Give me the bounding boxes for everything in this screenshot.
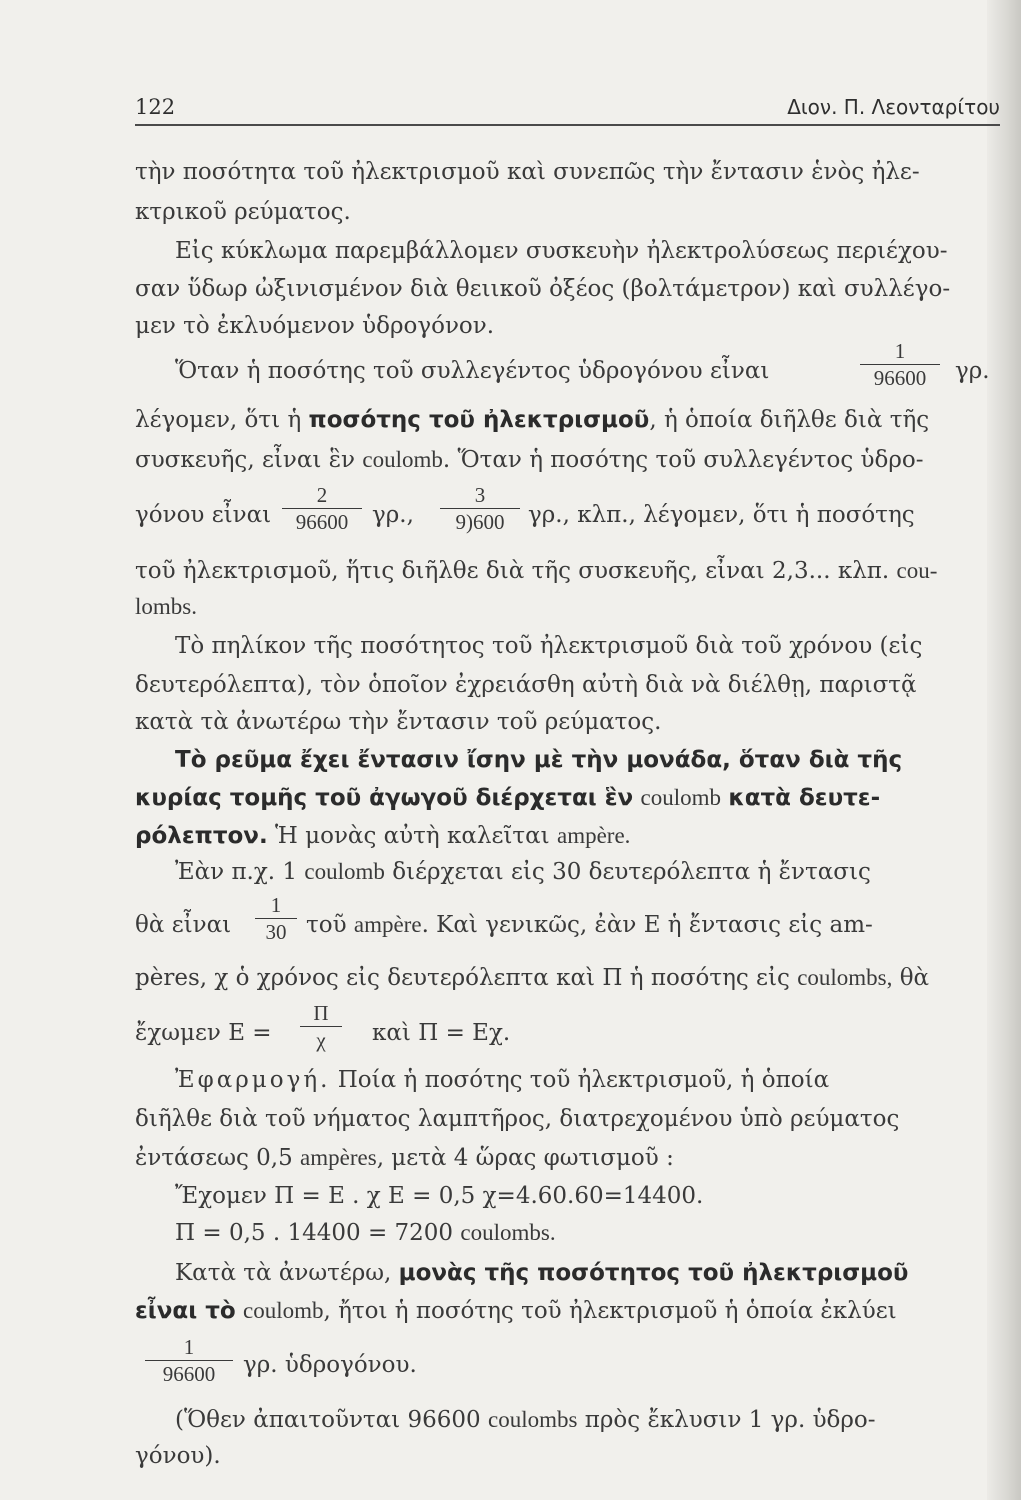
text-span: πρὸς ἔκλυσιν 1 γρ. ὑδρο- bbox=[584, 1407, 876, 1433]
text-span: διῆλθε διὰ τοῦ νήματος λαμπτῆρος, διατρεχομένου ὑπὸ ρεύματος bbox=[135, 1106, 900, 1132]
text-line bbox=[175, 236, 985, 266]
unit-term: coulomb bbox=[304, 859, 385, 884]
text-line bbox=[175, 1065, 985, 1095]
unit-term: coulomb bbox=[362, 447, 443, 472]
bold-term: ποσότης τοῦ ἠλεκτρισμοῦ bbox=[308, 407, 650, 433]
text-span: γρ. bbox=[955, 358, 990, 384]
text-span: γρ., κλπ., λέγομεν, ὅτι ἡ ποσότης bbox=[528, 502, 915, 528]
text-span: ἐντάσεως 0,5 bbox=[135, 1145, 293, 1171]
bold-term: Τὸ ρεῦμα ἔχει ἔντασιν ἴσην μὲ τὴν μονάδα, ὅταν διὰ τῆς bbox=[175, 747, 903, 773]
text-span: συσκευῆς, εἶναι ἓν bbox=[135, 447, 356, 473]
text-line bbox=[175, 1405, 985, 1435]
text-span: θὰ bbox=[899, 965, 930, 991]
page-number: 122 bbox=[135, 95, 176, 119]
text-span: θὰ εἶναι bbox=[135, 912, 232, 938]
running-head-author: Διον. Π. Λεονταρίτου bbox=[787, 95, 1000, 119]
text-span: γρ., bbox=[372, 502, 414, 528]
text-line bbox=[135, 197, 985, 227]
fraction-numerator: 1 bbox=[183, 1335, 195, 1359]
text-line bbox=[135, 707, 985, 737]
text-span: διέρχεται εἰς 30 δευτερόλεπτα ἡ ἔντασις bbox=[392, 859, 871, 885]
text-line bbox=[175, 857, 985, 887]
text-span: καὶ Π = Εχ. bbox=[372, 1020, 511, 1046]
fraction-denominator: 30 bbox=[265, 920, 287, 944]
unit-term: lombs. bbox=[135, 594, 197, 619]
spaced-heading: Ἐφαρμογή. bbox=[175, 1067, 331, 1093]
text-line bbox=[135, 405, 985, 435]
text-span: , μετὰ 4 ὥρας φωτισμοῦ : bbox=[376, 1145, 674, 1171]
text-line bbox=[135, 592, 985, 622]
text-line bbox=[135, 1296, 985, 1326]
unit-term: cou- bbox=[896, 558, 938, 583]
text-span: κτρικοῦ ρεύματος. bbox=[135, 199, 351, 225]
page-gutter-shadow bbox=[987, 0, 1021, 1500]
text-span: μεν τὸ ἐκλυόμενον ὑδρογόνον. bbox=[135, 313, 495, 339]
fraction-numerator: 1 bbox=[894, 339, 906, 363]
text-span: Ὅταν ἡ ποσότης τοῦ συλλεγέντος ὑδρογόνου εἶναι bbox=[175, 358, 770, 384]
fraction bbox=[300, 1002, 342, 1051]
fraction-denominator: 96600 bbox=[295, 510, 349, 534]
header-rule bbox=[135, 124, 1000, 126]
fraction-bar bbox=[300, 1026, 342, 1027]
fraction-denominator: χ bbox=[316, 1028, 326, 1052]
text-span: Τὸ πηλίκον τῆς ποσότητος τοῦ ἠλεκτρισμοῦ διὰ τοῦ χρόνου (εἰς bbox=[175, 633, 923, 659]
unit-term: coulombs bbox=[488, 1407, 578, 1432]
text-line bbox=[135, 1104, 985, 1134]
text-span: τοῦ bbox=[306, 912, 347, 938]
bold-term: εἶναι τὸ bbox=[135, 1298, 236, 1324]
text-span: τοῦ ἠλεκτρισμοῦ, ἥτις διῆλθε διὰ τῆς συσκευῆς, εἶναι 2,3... κλπ. bbox=[135, 558, 890, 584]
text-span: Ἔχομεν Π = Ε . χ Ε = 0,5 χ=4.60.60=14400. bbox=[175, 1183, 704, 1209]
unit-term: coulombs, bbox=[797, 965, 893, 990]
text-span: λέγομεν, ὅτι ἡ bbox=[135, 407, 302, 433]
fraction bbox=[255, 894, 297, 943]
fraction bbox=[145, 1336, 233, 1385]
bold-term: κυρίας τομῆς τοῦ ἀγωγοῦ διέρχεται ἓν bbox=[135, 785, 634, 811]
fraction bbox=[860, 340, 940, 389]
text-span: (Ὅθεν ἀπαιτοῦνται 96600 bbox=[175, 1407, 481, 1433]
text-line bbox=[135, 157, 985, 187]
fraction-bar bbox=[860, 364, 940, 365]
unit-term: ampères bbox=[300, 1145, 377, 1170]
unit-term: ampère. bbox=[556, 823, 631, 848]
text-span: Ἡ μονὰς αὐτὴ καλεῖται bbox=[275, 823, 550, 849]
fraction-numerator: 2 bbox=[316, 483, 328, 507]
fraction bbox=[282, 484, 362, 533]
text-line bbox=[135, 1143, 985, 1173]
text-span: pères, χ ὁ χρόνος εἰς δευτερόλεπτα καὶ Π ἡ ποσότης εἰς bbox=[135, 965, 790, 991]
text-line bbox=[135, 311, 985, 341]
unit-term: ampère bbox=[353, 912, 422, 937]
unit-term: coulomb bbox=[640, 785, 722, 810]
text-span: ἔχωμεν Ε = bbox=[135, 1020, 272, 1046]
text-line bbox=[135, 1441, 985, 1471]
fraction-numerator: Π bbox=[313, 1001, 329, 1025]
fraction-bar bbox=[282, 508, 362, 509]
text-span: Ἐὰν π.χ. 1 bbox=[175, 859, 298, 885]
page-header bbox=[135, 95, 1000, 127]
text-span: . Ὅταν ἡ ποσότης τοῦ συλλεγέντος ὑδρο- bbox=[442, 447, 924, 473]
fraction-denominator: 96600 bbox=[162, 1362, 216, 1386]
bold-term: κατὰ δευτε- bbox=[728, 785, 881, 811]
text-line bbox=[175, 1181, 985, 1211]
unit-term: coulombs. bbox=[460, 1220, 556, 1245]
bold-definition-line bbox=[175, 745, 985, 775]
text-span: Π = 0,5 . 14400 = 7200 bbox=[175, 1220, 454, 1246]
text-span: κατὰ τὰ ἀνωτέρω τὴν ἔντασιν τοῦ ρεύματος. bbox=[135, 709, 662, 735]
text-span: . Καὶ γενικῶς, ἐὰν Ε ἡ ἔντασις εἰς am- bbox=[421, 912, 873, 938]
text-span: , ἡ ὁποία διῆλθε διὰ τῆς bbox=[649, 407, 930, 433]
text-span: γόνου). bbox=[135, 1443, 221, 1469]
text-span: τὴν ποσότητα τοῦ ἠλεκτρισμοῦ καὶ συνεπῶς τὴν ἔντασιν ἑνὸς ἠλε- bbox=[135, 159, 920, 185]
bold-term: μονὰς τῆς ποσότητος τοῦ ἠλεκτρισμοῦ bbox=[398, 1260, 909, 1286]
fraction-bar bbox=[145, 1360, 233, 1361]
text-line bbox=[135, 821, 985, 851]
text-line bbox=[135, 670, 985, 700]
text-span: Κατὰ τὰ ἀνωτέρω, bbox=[175, 1260, 392, 1286]
fraction-denominator: 96600 bbox=[873, 366, 927, 390]
bold-term: ρόλεπτον. bbox=[135, 823, 268, 849]
text-line bbox=[135, 445, 985, 475]
unit-term: coulomb bbox=[243, 1298, 324, 1323]
text-span: γόνου εἶναι bbox=[135, 502, 272, 528]
text-span: , ἤτοι ἡ ποσότης τοῦ ἠλεκτρισμοῦ ἡ ὁποία ἐκλύει bbox=[323, 1298, 897, 1324]
text-line bbox=[135, 274, 985, 304]
fraction bbox=[440, 484, 520, 533]
fraction-bar bbox=[440, 508, 520, 509]
text-line bbox=[175, 1218, 985, 1248]
text-span: δευτερόλεπτα), τὸν ὁποῖον ἐχρειάσθη αὐτὴ διὰ νὰ διέλθῃ, παριστᾷ bbox=[135, 672, 917, 698]
text-line bbox=[135, 783, 985, 813]
fraction-bar bbox=[255, 918, 297, 919]
fraction-numerator: 1 bbox=[270, 893, 282, 917]
fraction-denominator: 9)600 bbox=[455, 510, 505, 534]
text-line bbox=[175, 1258, 985, 1288]
fraction-numerator: 3 bbox=[474, 483, 486, 507]
text-span: γρ. ὑδρογόνου. bbox=[243, 1352, 417, 1378]
text-line bbox=[135, 963, 985, 993]
text-span: σαν ὕδωρ ὠξινισμένον διὰ θειικοῦ ὀξέος (βολτάμετρον) καὶ συλλέγο- bbox=[135, 276, 951, 302]
text-line bbox=[306, 910, 873, 940]
text-line bbox=[135, 556, 985, 586]
text-span: Εἰς κύκλωμα παρεμβάλλομεν συσκευὴν ἠλεκτρολύσεως περιέχου- bbox=[175, 238, 948, 264]
text-line bbox=[175, 631, 985, 661]
text-span: Ποία ἡ ποσότης τοῦ ἠλεκτρισμοῦ, ἡ ὁποία bbox=[337, 1067, 830, 1093]
